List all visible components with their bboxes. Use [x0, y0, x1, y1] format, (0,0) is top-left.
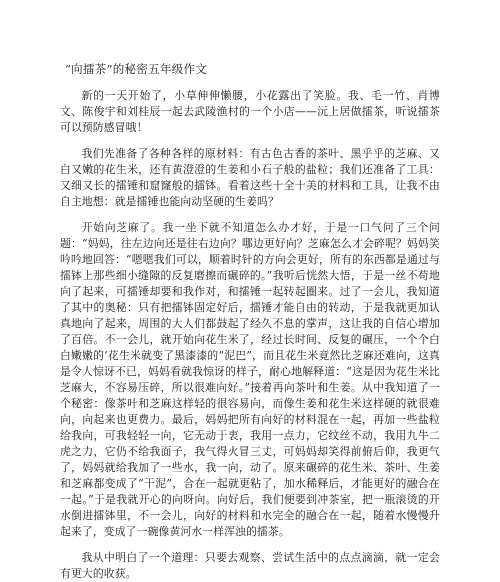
- paragraph-intro: 新的一天开始了，小草伸伸懒腰，小花露出了笑脸。我、毛一竹、肖博文、陈俊宇和刘桂辰一起去武陵渔村的一个小店——沅上居做擂茶，听说擂茶可以预防感冒哦！: [60, 89, 440, 134]
- paragraph-process: 开始向芝麻了。我一坐下就不知道怎么办才好，于是一口气问了三个问题：“妈妈，往左边向还是往右边向？哪边更好向？芝麻怎么才会碎呢？妈妈笑吟吟地回答：“嗯嗯我们可以，顺着时针的方向会更好，所有的东西都是通过与擂钵上那些细小缝隙的反复磨擦而碾碎的。”我听后恍然大悟，于是一丝不苟地向了起来，可擂锤却要和我作对，和擂锤一起转起圈来。过了一会儿，我知道了其中的奥秘：只有把擂钵固定好后，擂锤才能自由的转动，于是我就更加认真地向了起来，周围的大人们都鼓起了经久不息的掌声，这让我的自信心增加了百倍。不一会儿，就开始向花生米了，经过长时间、反复的碾压，一个个白白嫩嫩的‘花生米就变了黑漆漆的“泥巴”，而且花生米竟然比芝麻还难向，这真是令人惊讶不已，妈妈看就我惊讶的样子，耐心地解释道：“这是因为花生米比芝麻大，不容易压碎，所以很难向好。”接着再向茶叶和生姜。从中我知道了一个秘密：像茶叶和芝麻这样轻的很容易向，而像生姜和花生米这样硬的就很难向，向起来也更费力。最后，妈妈把所有向好的材料混在一起，再加一些盐粒给我向，可我轻轻一向，它无动于衷，我用一点力，它纹丝不动，我用九牛二虎之力，它仍不给我面子，我气得火冒三丈，可妈妈却笑得前俯后仰，我更气了，妈妈就给我加了一些水，我一向，动了。原来碾碎的花生米、茶叶、生姜和芝麻都变成了“干泥”，合在一起就更粘了，加水稀释后，才能更好的融合在一起。”于是我就开心的向呀向。向好后，我们便要到冲茶室，把一瓶滚烫的开水倒进擂钵里，不一会儿，向好的材料和水完全的融合在一起，随着水慢慢升起来了，变成了一碗像黄河水一样浑浊的擂茶。: [60, 221, 440, 538]
- paragraph-materials: 我们先准备了各种各样的原材料：有古色古香的茶叶、黑乎乎的芝麻、又白又嫩的花生米，还有黄澄澄的生姜和小石子般的盐粒；我们还准备了工具：又细又长的擂锤和窟窿般的擂钵。看着这些十全十美的材料和工具，让我不由自主地想：就是擂锤也能向动坚硬的生姜吗？: [60, 147, 440, 208]
- document-title: “向擂茶”的秘密五年级作文: [65, 62, 208, 76]
- paragraph-conclusion: 我从中明白了一个道理：只要去观察、尝试生活中的点点滴滴，就一定会有更大的收获。: [60, 551, 440, 580]
